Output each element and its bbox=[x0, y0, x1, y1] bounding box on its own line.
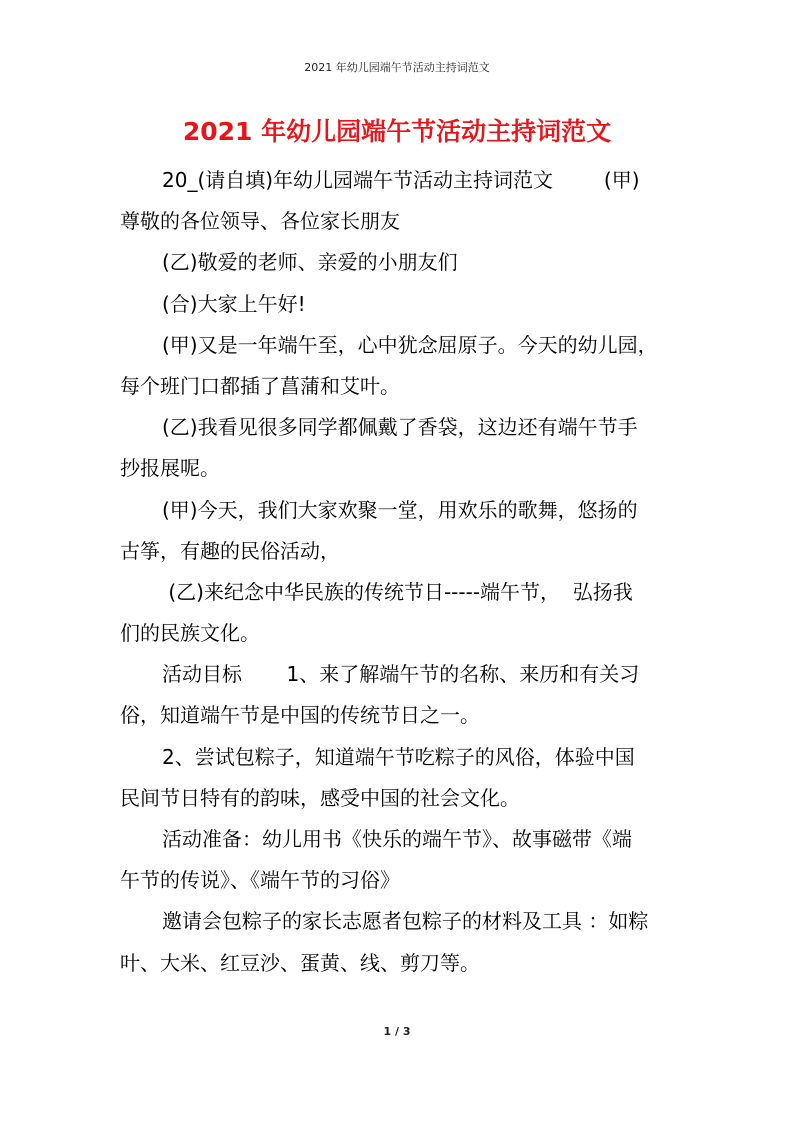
body-line: 们的民族文化。 bbox=[120, 621, 260, 646]
body-line: (甲)又是一年端午至，心中犹念屈原子。今天的幼儿园， bbox=[162, 332, 658, 357]
body-line: (乙)我看见很多同学都佩戴了香袋，这边还有端午节手 bbox=[162, 415, 638, 440]
body-line: 2、尝试包粽子，知道端午节吃粽子的风俗，体验中国 bbox=[162, 744, 635, 769]
body-line: 活动准备：幼儿用书《快乐的端午节》、故事磁带《端 bbox=[162, 827, 632, 851]
body-line: 叶、大米、红豆沙、蛋黄、线、剪刀等。 bbox=[120, 950, 480, 975]
body-line: (合)大家上午好! bbox=[162, 291, 306, 316]
body-line: 邀请会包粽子的家长志愿者包粽子的材料及工具 ：如粽 bbox=[162, 909, 649, 934]
body-line: (乙)敬爱的老师、亲爱的小朋友们 bbox=[162, 250, 458, 275]
body-line: 抄报展呢。 bbox=[120, 456, 220, 481]
body-line: 民间节日特有的韵味，感受中国的社会文化。 bbox=[120, 785, 520, 810]
body-line: 20_(请自填)年幼儿园端午节活动主持词范文 (甲) bbox=[162, 168, 640, 192]
body-line: (甲)今天，我们大家欢聚一堂，用欢乐的歌舞，悠扬的 bbox=[162, 497, 638, 522]
document-body bbox=[120, 160, 680, 984]
body-line: 活动目标 1、来了解端午节的名称、来历和有关习 bbox=[162, 662, 640, 687]
body-line: 午节的传说》、《端午节的习俗》 bbox=[120, 868, 400, 893]
body-line: 尊敬的各位领导、各位家长朋友 bbox=[120, 209, 400, 234]
running-header: 2021 年幼儿园端午节活动主持词范文 bbox=[304, 61, 490, 74]
body-line: 古筝，有趣的民俗活动， bbox=[120, 538, 340, 563]
page-number: 1 / 3 bbox=[383, 1025, 411, 1038]
body-line: 每个班门口都插了菖蒲和艾叶。 bbox=[120, 373, 400, 398]
body-line: (乙)来纪念中华民族的传统节日-----端午节， 弘扬我 bbox=[162, 579, 633, 604]
document-title: 2021 年幼儿园端午节活动主持词范文 bbox=[182, 117, 612, 146]
body-line: 俗，知道端午节是中国的传统节日之一。 bbox=[120, 703, 480, 728]
